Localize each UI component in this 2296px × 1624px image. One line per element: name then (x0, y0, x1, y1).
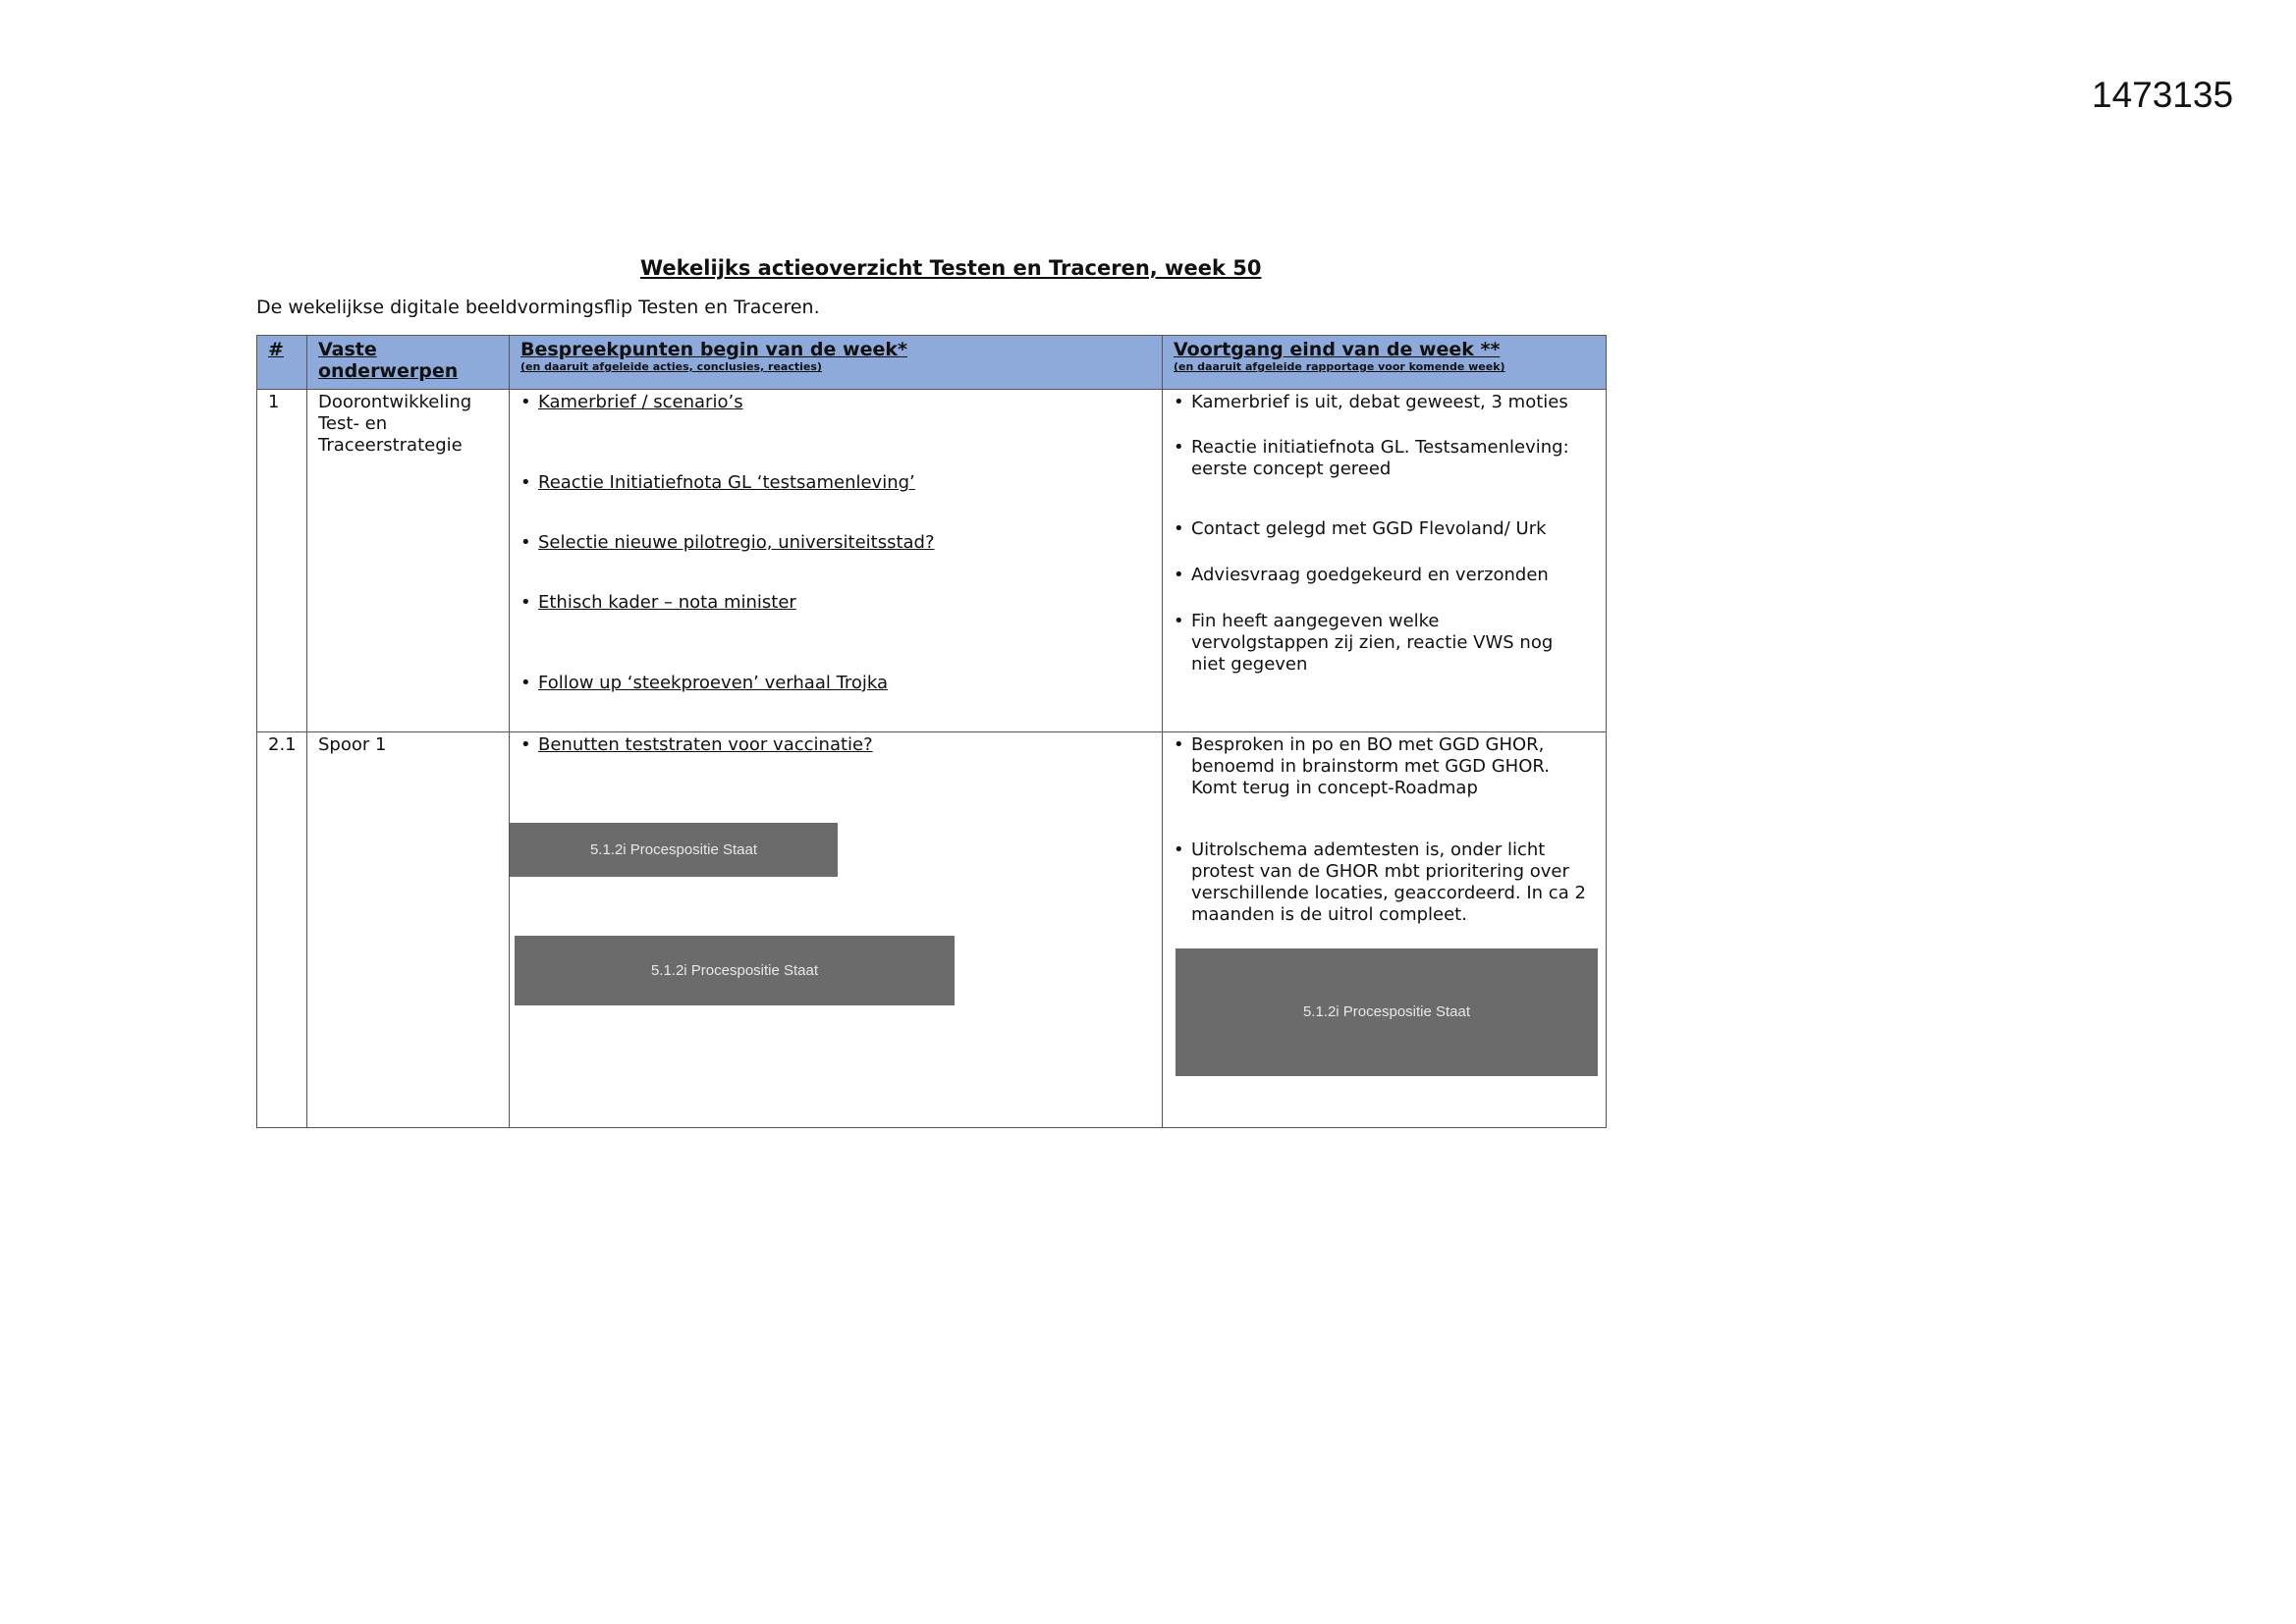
row-points (510, 390, 1162, 731)
table-row (257, 390, 1607, 732)
row-progress (1163, 390, 1606, 731)
list-item: • Selectie nieuwe pilotregio, universiteitsstad? (520, 532, 935, 553)
list-item: • Reactie initiatiefnota GL. Testsamenleving: eerste concept gereed (1174, 437, 1569, 479)
row-points (510, 732, 1162, 1127)
redaction-block: 5.1.2i Procespositie Staat (1175, 948, 1598, 1076)
row-topic: Doorontwikkeling Test- en Traceerstrategie (318, 392, 472, 456)
table-row (257, 732, 1607, 1128)
row-number: 2.1 (268, 734, 297, 755)
list-item: • Kamerbrief / scenario’s (520, 392, 743, 412)
redaction-block: 5.1.2i Procespositie Staat (515, 936, 955, 1005)
list-item: • Contact gelegd met GGD Flevoland/ Urk (1174, 518, 1547, 539)
row-progress (1163, 732, 1606, 1127)
list-item: • Uitrolschema ademtesten is, onder licht protest van de GHOR mbt prioritering over verschillende locaties, geaccordeerd. In ca 2 maanden is de uitrol compleet. (1174, 839, 1586, 925)
action-table (256, 335, 1607, 1128)
row-number: 1 (268, 392, 280, 412)
list-item: • Ethisch kader – nota minister (520, 592, 796, 613)
header-discussion-points: Bespreekpunten begin van de week* (en daaruit afgeleide acties, conclusies, reacties) (510, 336, 1163, 390)
list-item: • Fin heeft aangegeven welke vervolgstappen zij zien, reactie VWS nog niet gegeven (1174, 611, 1554, 675)
intro-text: De wekelijkse digitale beeldvormingsflip Testen en Traceren. (256, 297, 820, 318)
list-item: • Kamerbrief is uit, debat geweest, 3 moties (1174, 392, 1568, 412)
header-topics: Vaste onderwerpen (307, 336, 510, 390)
list-item: • Follow up ‘steekproeven’ verhaal Trojka (520, 673, 889, 693)
redaction-block: 5.1.2i Procespositie Staat (510, 823, 838, 877)
row-topic: Spoor 1 (318, 734, 387, 755)
page-title: Wekelijks actieoverzicht Testen en Traceren, week 50 (640, 256, 1262, 280)
list-item: • Reactie Initiatiefnota GL ‘testsamenleving’ (520, 472, 915, 493)
list-item: • Adviesvraag goedgekeurd en verzonden (1174, 565, 1549, 585)
table-header-row (257, 336, 1607, 390)
header-number: # (257, 336, 307, 390)
list-item: • Benutten teststraten voor vaccinatie? (520, 734, 873, 755)
document-number: 1473135 (2092, 75, 2234, 115)
header-progress: Voortgang eind van de week ** (en daaruit afgeleide rapportage voor komende week) (1163, 336, 1607, 390)
list-item: • Besproken in po en BO met GGD GHOR, benoemd in brainstorm met GGD GHOR. Komt terug in concept-Roadmap (1174, 734, 1550, 798)
